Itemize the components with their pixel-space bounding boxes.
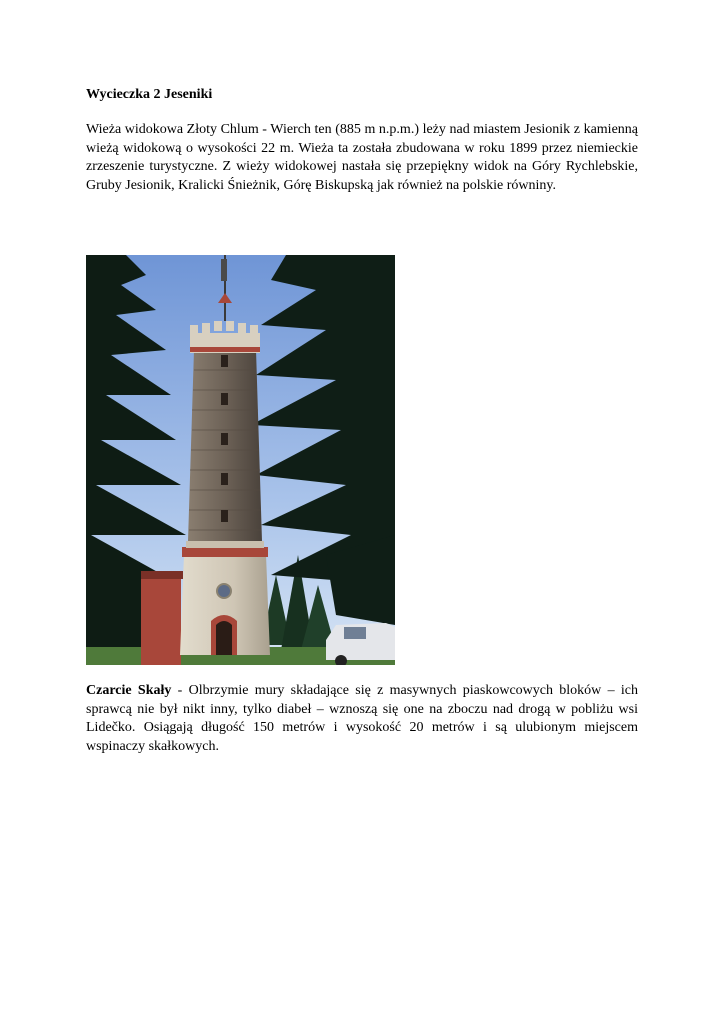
document-title: Wycieczka 2 Jeseniki <box>86 87 213 102</box>
paragraph-zloty-chlum: Wieża widokowa Złoty Chlum - Wierch ten (885 m n.p.m.) leży nad miastem Jesionik z kamienną wieżą widokową o wysokości 22 m. Wieża ta została zbudowana w roku 1899 przez niemieckie zrzeszenie turystyczne. Z wieży widokowej nastała się przepiękny widok na Góry Rychlebskie, Gruby Jesionik, Kralicki Śnieżnik, Górę Biskupską jak również na polskie równiny. <box>86 122 638 193</box>
paragraph-czarcie-skaly <box>86 682 638 756</box>
tower-photo <box>86 255 395 665</box>
section-heading-czarcie-skaly: Czarcie Skały <box>86 683 172 698</box>
section-text-czarcie-skaly: - Olbrzymie mury składające się z masywnych piaskowcowych bloków – ich sprawcą nie był nikt inny, tylko diabeł – wznoszą się one na zboczu nad drogą w pobliżu wsi Lidečko. Osiągają długość 150 metrów i wysokość 20 metrów i są ulubionym miejscem wspinaczy skałkowych. <box>86 683 638 754</box>
